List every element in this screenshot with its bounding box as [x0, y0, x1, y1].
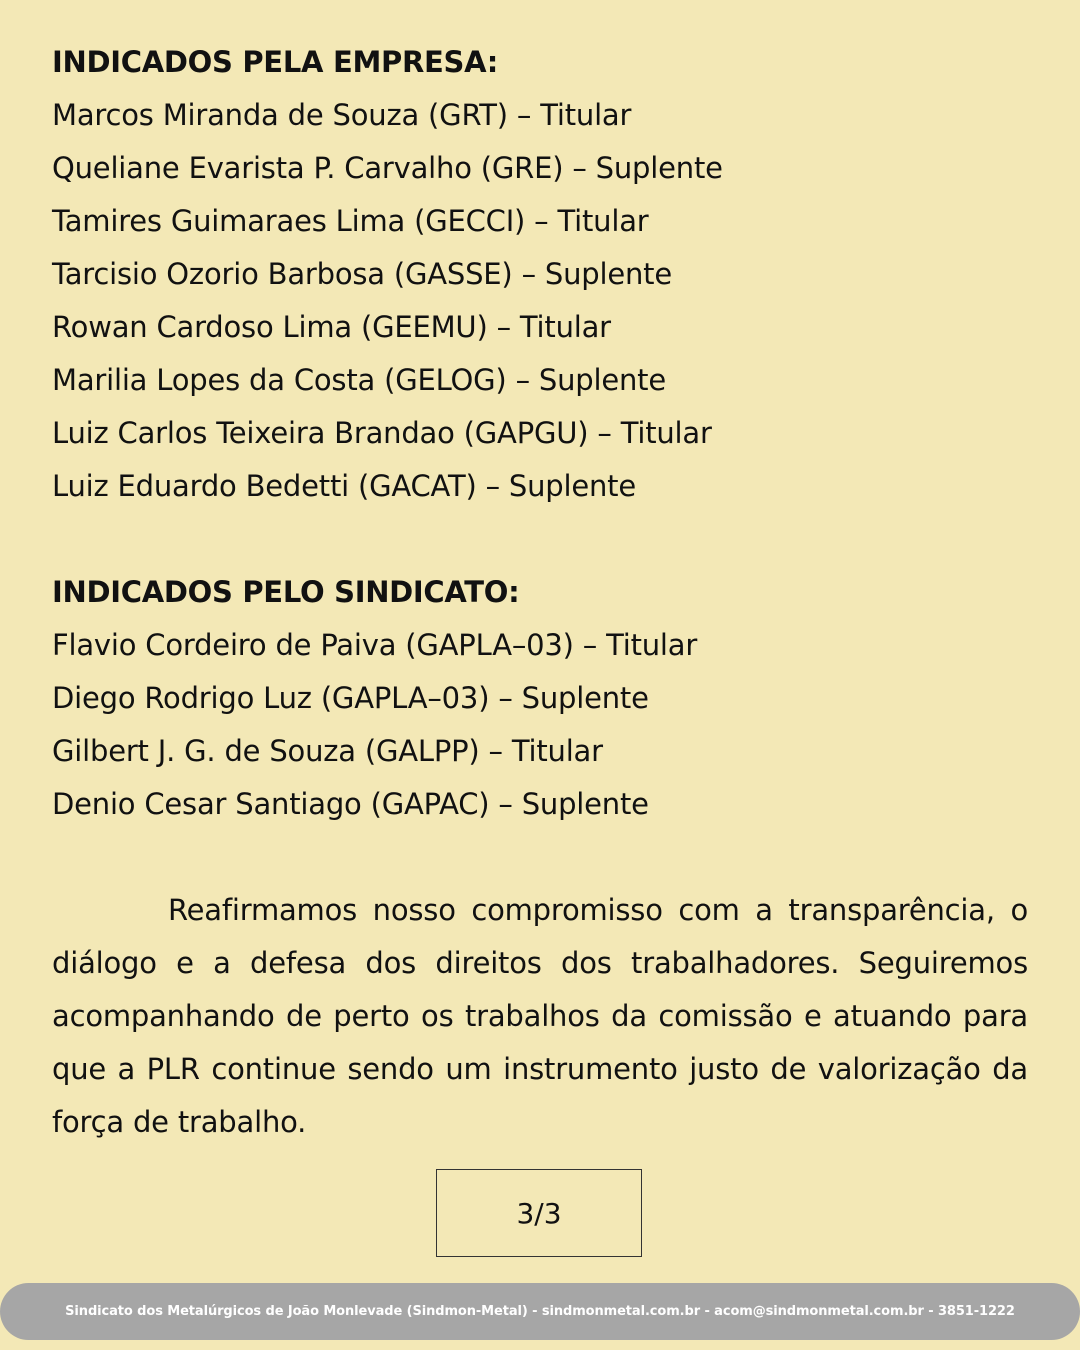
empresa-member-item: Luiz Carlos Teixeira Brandao (GAPGU) – Titular	[52, 416, 712, 450]
section-spacer	[52, 513, 1028, 566]
closing-paragraph: Reafirmamos nosso compromisso com a transparência, o diálogo e a defesa dos direitos dos trabalhadores. Seguiremos acompanhando de perto os trabalhos da comissão e atuando para que a PLR continue sendo um instrumento justo de valorização da força de trabalho.	[52, 893, 1028, 1139]
sindicato-member-item: Flavio Cordeiro de Paiva (GAPLA–03) – Titular	[52, 628, 698, 662]
section-spacer	[52, 831, 1028, 884]
empresa-member-item: Marilia Lopes da Costa (GELOG) – Suplente	[52, 363, 666, 397]
empresa-member-item: Marcos Miranda de Souza (GRT) – Titular	[52, 98, 632, 132]
document-body	[52, 36, 1028, 1149]
empresa-member-item: Tamires Guimaraes Lima (GECCI) – Titular	[52, 204, 649, 238]
page-indicator: 3/3	[436, 1169, 642, 1257]
empresa-member-item: Rowan Cardoso Lima (GEEMU) – Titular	[52, 310, 611, 344]
sindicato-member-item: Diego Rodrigo Luz (GAPLA–03) – Suplente	[52, 681, 649, 715]
empresa-section-title: INDICADOS PELA EMPRESA:	[52, 45, 499, 79]
sindicato-member-item: Denio Cesar Santiago (GAPAC) – Suplente	[52, 787, 649, 821]
empresa-member-item: Luiz Eduardo Bedetti (GACAT) – Suplente	[52, 469, 636, 503]
footer-bar	[0, 1283, 1080, 1340]
sindicato-member-list	[52, 619, 1028, 831]
sindicato-section-title: INDICADOS PELO SINDICATO:	[52, 575, 520, 609]
empresa-member-list	[52, 89, 1028, 513]
footer-contact-text: Sindicato dos Metalúrgicos de João Monlevade (Sindmon-Metal) - sindmonmetal.com.br - acom@sindmonmetal.com.br - 3851-1222	[65, 1304, 1015, 1319]
empresa-member-item: Tarcisio Ozorio Barbosa (GASSE) – Suplente	[52, 257, 672, 291]
sindicato-member-item: Gilbert J. G. de Souza (GALPP) – Titular	[52, 734, 603, 768]
empresa-member-item: Queliane Evarista P. Carvalho (GRE) – Suplente	[52, 151, 723, 185]
